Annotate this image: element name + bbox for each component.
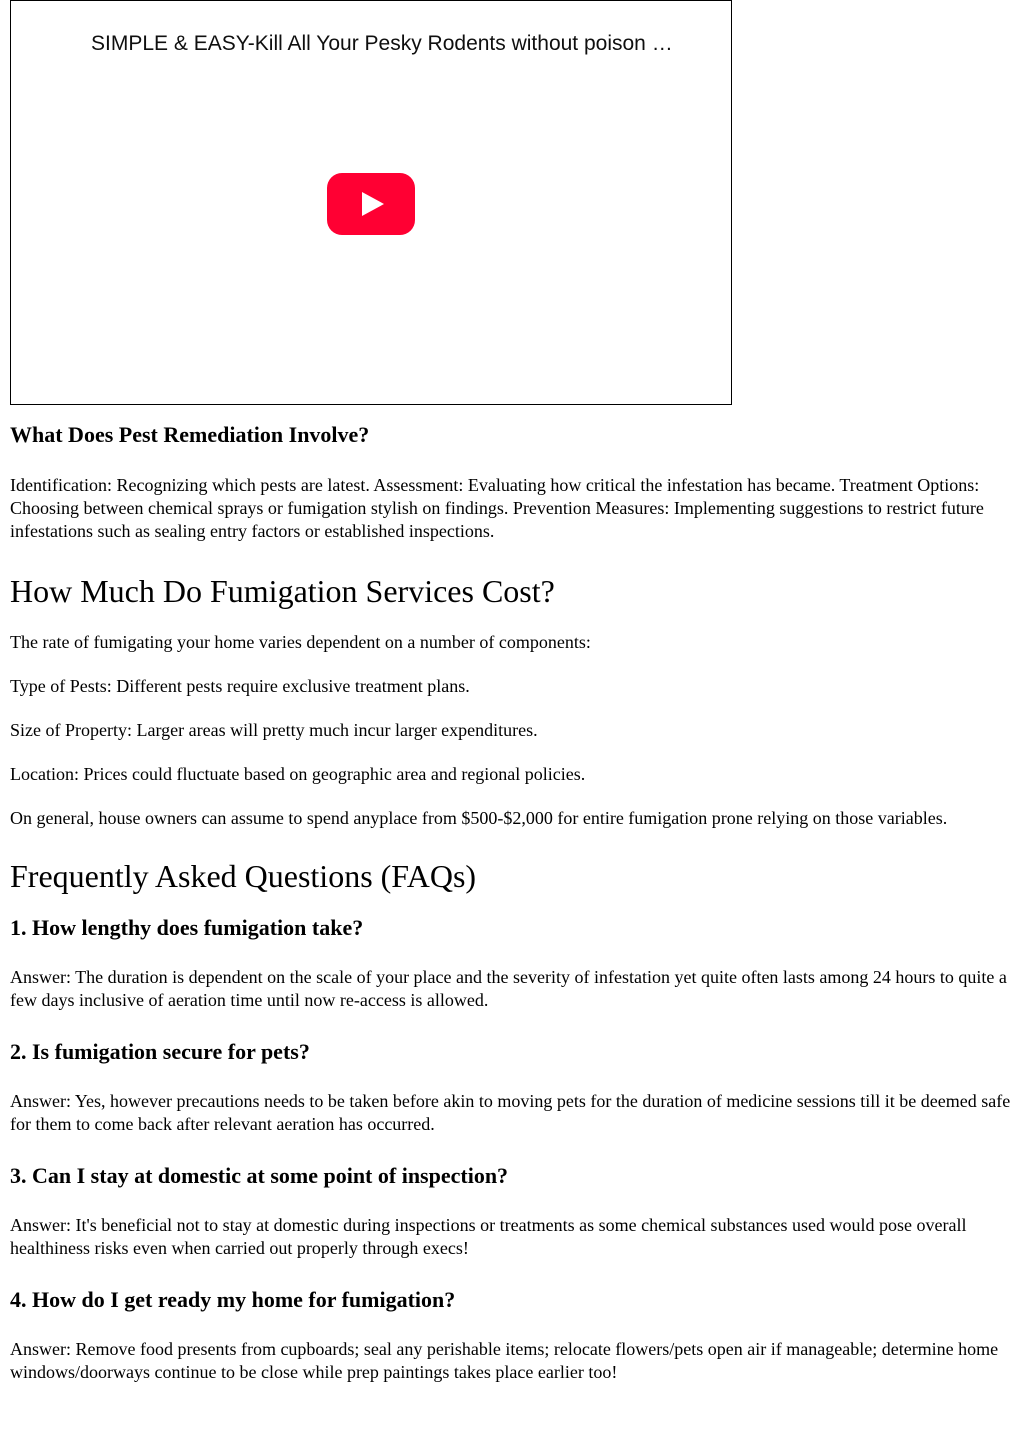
cost-item-location: Location: Prices could fluctuate based on geographic area and regional policies. (10, 764, 586, 784)
faq-answer-4: Answer: Remove food presents from cupboards; seal any perishable items; relocate flowers/pets open air if manageable; determine home windows/doorways continue to be close while prep paintings takes place earlier too! (10, 1339, 999, 1382)
faq-question-1: 1. How lengthy does fumigation take? (10, 915, 364, 940)
remediation-heading: What Does Pest Remediation Involve? (10, 422, 370, 447)
video-title[interactable]: SIMPLE & EASY-Kill All Your Pesky Rodents without poison … (91, 32, 673, 55)
faq-answer-1: Answer: The duration is dependent on the scale of your place and the severity of infestation yet quite often lasts among 24 hours to quite a few days inclusive of aeration time until now re-access is allowed. (10, 967, 1007, 1010)
video-embed[interactable] (10, 0, 732, 405)
cost-item-pests: Type of Pests: Different pests require exclusive treatment plans. (10, 676, 470, 696)
play-button[interactable] (327, 173, 415, 235)
faq-question-3: 3. Can I stay at domestic at some point of inspection? (10, 1163, 509, 1188)
cost-item-size: Size of Property: Larger areas will pretty much incur larger expenditures. (10, 720, 538, 740)
cost-intro: The rate of fumigating your home varies dependent on a number of components: (10, 632, 591, 652)
remediation-body: Identification: Recognizing which pests are latest. Assessment: Evaluating how critical the infestation has became. Treatment Options: Choosing between chemical sprays or fumigation stylish on findings. Prevention Measures: Implementing suggestions to restrict future infestations such as sealing entry factors or established inspections. (10, 475, 984, 541)
faq-answer-3: Answer: It's beneficial not to stay at domestic during inspections or treatments as some chemical substances used would pose overall healthiness risks even when carried out properly through execs! (10, 1215, 967, 1258)
faq-heading: Frequently Asked Questions (FAQs) (10, 858, 477, 894)
play-icon (327, 173, 415, 235)
faq-question-2: 2. Is fumigation secure for pets? (10, 1039, 310, 1064)
cost-summary: On general, house owners can assume to spend anyplace from $500-$2,000 for entire fumigation prone relying on those variables. (10, 808, 948, 828)
faq-question-4: 4. How do I get ready my home for fumigation? (10, 1287, 456, 1312)
faq-answer-2: Answer: Yes, however precautions needs to be taken before akin to moving pets for the duration of medicine sessions till it be deemed safe for them to come back after relevant aeration has occurred. (10, 1091, 1011, 1134)
article-content (10, 422, 1012, 1384)
cost-heading: How Much Do Fumigation Services Cost? (10, 573, 555, 609)
